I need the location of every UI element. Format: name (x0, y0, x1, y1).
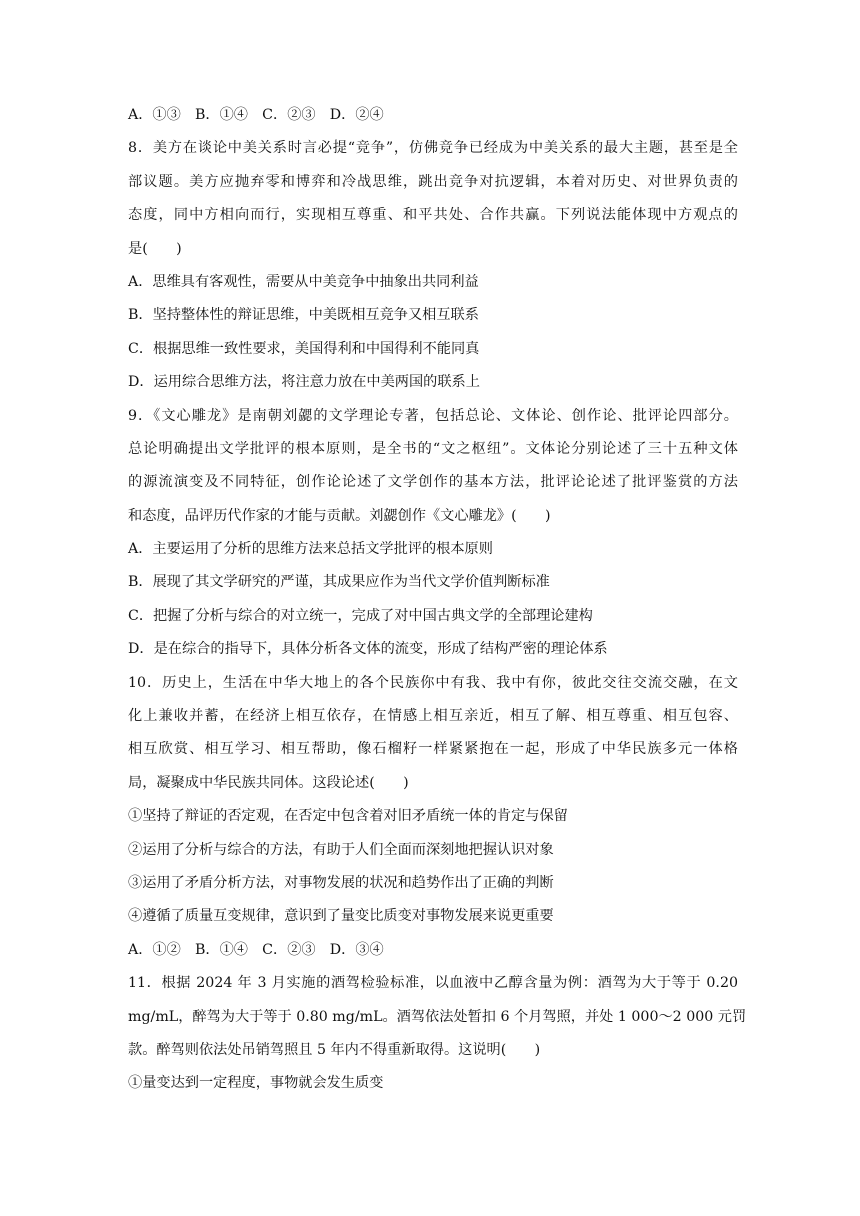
text-line: 8．美方在谈论中美关系时言必提“竞争”，仿佛竞争已经成为中美关系的最大主题，甚至是全 (128, 140, 738, 157)
text-line: C．根据思维一致性要求，美国得利和中国得利不能同真 (128, 340, 480, 357)
text-line: A．①③ B．①④ C．②③ D．②④ (128, 107, 384, 123)
text-line: ③运用了矛盾分析方法，对事物发展的状况和趋势作出了正确的判断 (128, 874, 554, 891)
text-line: 10．历史上，生活在中华大地上的各个民族你中有我、我中有你，彼此交往交流交融，在文 (128, 674, 738, 691)
text-line: 款。醉驾则依法处吊销驾照且 5 年内不得重新取得。这说明( ) (128, 1041, 541, 1058)
text-line: A．①② B．①④ C．②③ D．③④ (128, 941, 384, 958)
text-line: 的源流演变及不同特征，创作论论述了文学创作的基本方法，批评论论述了批评鉴赏的方法 (128, 474, 738, 491)
text-line: 9．《文心雕龙》是南朝刘勰的文学理论专著，包括总论、文体论、创作论、批评论四部分。 (128, 407, 738, 424)
text-line: 部议题。美方应抛弃零和博弈和冷战思维，跳出竞争对抗逻辑，本着对历史、对世界负责的 (128, 173, 738, 190)
text-line: ④遵循了质量互变规律，意识到了量变比质变对事物发展来说更重要 (128, 908, 554, 925)
text-line: 11．根据 2024 年 3 月实施的酒驾检验标准，以血液中乙醇含量为例：酒驾为大于等于 0.20 (128, 975, 738, 992)
text-line: B．坚持整体性的辩证思维，中美既相互竞争又相互联系 (128, 307, 479, 324)
text-line: 态度，同中方相向而行，实现相互尊重、和平共处、合作共赢。下列说法能体现中方观点的 (128, 207, 738, 224)
text-line: mg/mL，醉驾为大于等于 0.80 mg/mL。酒驾依法处暂扣 6 个月驾照，并处 1 000～2 000 元罚 (128, 1008, 747, 1025)
text-line: C．把握了分析与综合的对立统一，完成了对中国古典文学的全部理论建构 (128, 607, 593, 624)
text-line: 是( ) (128, 240, 182, 257)
text-line: A．主要运用了分析的思维方法来总括文学批评的根本原则 (128, 541, 493, 558)
text-line: 总论明确提出文学批评的根本原则，是全书的“文之枢纽”。文体论分别论述了三十五种文体 (128, 440, 738, 457)
text-line: D．运用综合思维方法，将注意力放在中美两国的联系上 (128, 374, 480, 391)
text-line: ②运用了分析与综合的方法，有助于人们全面而深刻地把握认识对象 (128, 841, 554, 858)
text-line: D．是在综合的指导下，具体分析各文体的流变，形成了结构严密的理论体系 (128, 641, 608, 658)
text-line: 和态度，品评历代作家的才能与贡献。刘勰创作《文心雕龙》( ) (128, 507, 551, 524)
text-line: 化上兼收并蓄，在经济上相互依存，在情感上相互亲近，相互了解、相互尊重、相互包容、 (128, 708, 738, 725)
text-line: ①坚持了辩证的否定观，在否定中包含着对旧矛盾统一体的肯定与保留 (128, 808, 568, 825)
exam-page-text (128, 102, 747, 1104)
text-line: B．展现了其文学研究的严谨，其成果应作为当代文学价值判断标准 (128, 574, 550, 591)
text-line: 相互欣赏、相互学习、相互帮助，像石榴籽一样紧紧抱在一起，形成了中华民族多元一体格 (128, 741, 738, 758)
text-line: ①量变达到一定程度，事物就会发生质变 (128, 1075, 384, 1092)
text-line: A．思维具有客观性，需要从中美竞争中抽象出共同利益 (128, 273, 479, 290)
text-line: 局，凝聚成中华民族共同体。这段论述( ) (128, 774, 409, 791)
